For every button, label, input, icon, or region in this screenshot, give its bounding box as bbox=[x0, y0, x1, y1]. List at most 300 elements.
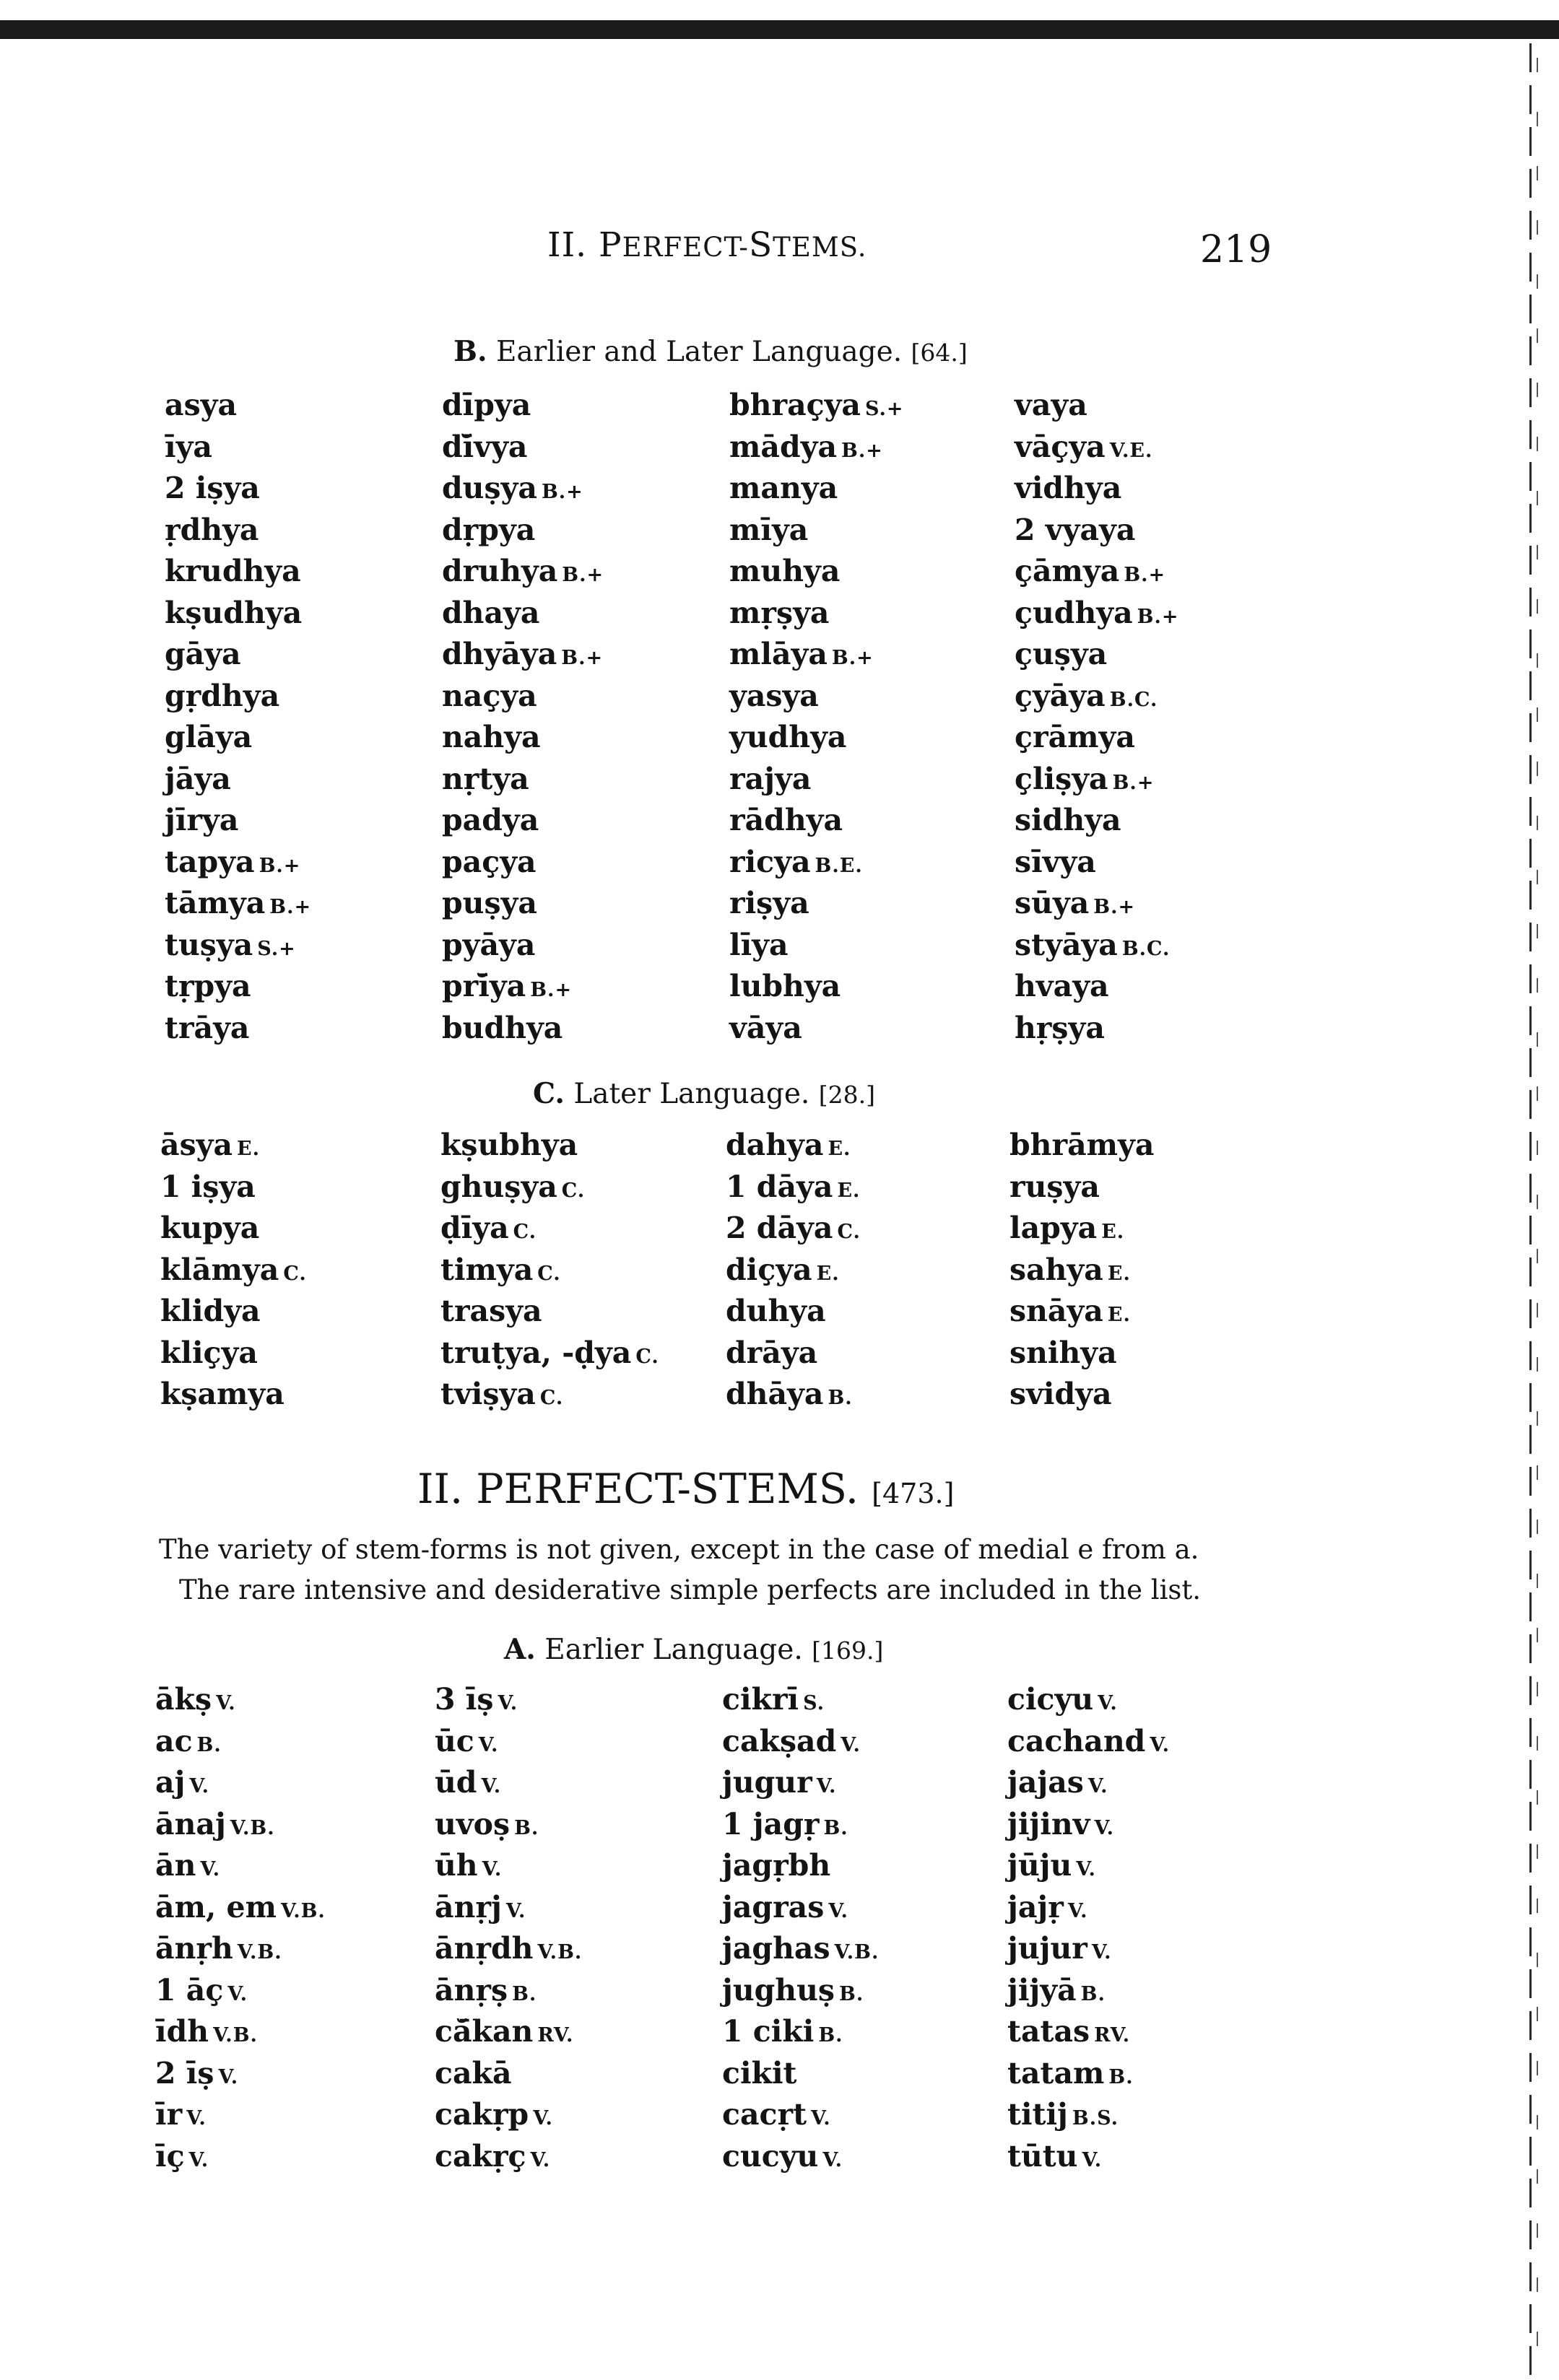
source-abbreviation: B.C. bbox=[1121, 937, 1171, 960]
stem-entry bbox=[726, 1291, 861, 1333]
stem-word: că̄kan bbox=[435, 2014, 534, 2049]
stem-entry bbox=[726, 1333, 861, 1374]
stem-entry bbox=[729, 800, 904, 842]
stem-word: naçya bbox=[442, 678, 537, 713]
source-abbreviation: C. bbox=[561, 1179, 586, 1202]
stem-word: mlāya bbox=[729, 637, 828, 671]
stem-word: ṛdhya bbox=[165, 512, 259, 547]
stem-entry bbox=[165, 385, 311, 427]
stem-word: kupya bbox=[160, 1211, 260, 1245]
source-abbreviation: C. bbox=[513, 1221, 537, 1243]
stem-word: nahya bbox=[442, 720, 541, 754]
stem-entry bbox=[722, 2053, 879, 2095]
stem-word: tāmya bbox=[165, 886, 266, 920]
stem-entry bbox=[165, 468, 311, 510]
source-abbreviation: B. bbox=[828, 1387, 853, 1409]
source-abbreviation: B.+ bbox=[831, 647, 874, 669]
stem-entry bbox=[442, 717, 604, 759]
stem-word: çliṣya bbox=[1015, 761, 1108, 796]
source-abbreviation: E. bbox=[1107, 1262, 1131, 1285]
stem-entry bbox=[1015, 759, 1178, 801]
source-abbreviation: B.+ bbox=[1093, 896, 1136, 918]
section-c-title: Later Language. bbox=[573, 1078, 810, 1110]
section-a-column-4 bbox=[1007, 1679, 1170, 2177]
stem-word: jaghas bbox=[722, 1931, 830, 1966]
stem-word: jāya bbox=[165, 761, 231, 796]
source-abbreviation: V. bbox=[189, 1775, 210, 1797]
stem-word: cicyu bbox=[1007, 1682, 1094, 1717]
stem-entry bbox=[1015, 1008, 1178, 1050]
stem-entry bbox=[155, 2053, 326, 2095]
stem-word: kliçya bbox=[160, 1335, 258, 1370]
stem-entry bbox=[155, 1679, 326, 1721]
page-right-edge-shadow bbox=[1537, 58, 1538, 2368]
section-a-heading bbox=[504, 1633, 883, 1666]
intro-line-2: The rare intensive and desiderative simple perfects are included in the list. bbox=[179, 1574, 1202, 1605]
section-b-column-2 bbox=[442, 385, 604, 1049]
source-abbreviation: V. bbox=[188, 2148, 209, 2171]
section-c-column-3 bbox=[726, 1125, 861, 1416]
section-b-note: [64.] bbox=[911, 339, 968, 367]
stem-word: ūh bbox=[435, 1848, 478, 1883]
stem-word: çudhya bbox=[1015, 595, 1133, 630]
section-c-column-4 bbox=[1009, 1125, 1154, 1416]
stem-entry bbox=[722, 1887, 879, 1929]
stem-word: klāmya bbox=[160, 1252, 279, 1287]
stem-word: vāçya bbox=[1015, 429, 1106, 464]
source-abbreviation: B. bbox=[1108, 2065, 1134, 2088]
source-abbreviation: B. bbox=[512, 1982, 537, 2005]
stem-word: cikit bbox=[722, 2055, 797, 2091]
stem-entry bbox=[722, 1679, 879, 1721]
stem-entry bbox=[435, 2094, 582, 2136]
source-abbreviation: B. bbox=[196, 1733, 222, 1756]
stem-entry bbox=[1009, 1333, 1154, 1374]
stem-word: 2 iṣya bbox=[165, 471, 260, 505]
stem-entry bbox=[1007, 2053, 1170, 2095]
stem-word: cakā bbox=[435, 2055, 512, 2091]
stem-word: dī̆vya bbox=[442, 429, 528, 464]
stem-entry bbox=[1009, 1291, 1154, 1333]
stem-entry bbox=[726, 1125, 861, 1167]
stem-word: ḍīya bbox=[440, 1211, 509, 1245]
source-abbreviation: V. bbox=[216, 1692, 236, 1714]
stem-entry bbox=[1015, 385, 1178, 427]
stem-entry bbox=[155, 1721, 326, 1763]
source-abbreviation: V.B. bbox=[213, 2024, 258, 2046]
stem-word: ānṛdh bbox=[435, 1931, 534, 1966]
stem-entry bbox=[442, 1008, 604, 1050]
stem-entry bbox=[435, 2011, 582, 2053]
stem-entry bbox=[165, 593, 311, 635]
stem-word: çāmya bbox=[1015, 554, 1120, 588]
stem-entry bbox=[435, 1887, 582, 1929]
source-abbreviation: B.S. bbox=[1072, 2107, 1119, 2130]
stem-entry bbox=[160, 1250, 307, 1291]
stem-word: jīrya bbox=[165, 803, 239, 837]
stem-word: çrāmya bbox=[1015, 720, 1135, 754]
source-abbreviation: V. bbox=[1067, 1899, 1088, 1922]
stem-entry bbox=[729, 551, 904, 593]
stem-entry bbox=[729, 717, 904, 759]
stem-word: krudhya bbox=[165, 554, 301, 588]
stem-word: 1 jagṛ bbox=[722, 1806, 820, 1841]
stem-entry bbox=[722, 1804, 879, 1846]
source-abbreviation: V. bbox=[811, 2107, 831, 2130]
perfect-stems-title: II. PERFECT-STEMS. bbox=[417, 1465, 859, 1513]
stem-word: ānaj bbox=[155, 1806, 226, 1841]
stem-entry bbox=[1007, 1804, 1170, 1846]
stem-entry bbox=[442, 925, 604, 967]
section-a-letter: A. bbox=[504, 1633, 536, 1666]
stem-entry bbox=[155, 1804, 326, 1846]
source-abbreviation: B.+ bbox=[562, 564, 604, 586]
stem-entry bbox=[1015, 468, 1178, 510]
running-head-tems: TEMS. bbox=[773, 232, 867, 263]
stem-word: ānṛj bbox=[435, 1889, 502, 1925]
stem-entry bbox=[442, 427, 604, 468]
stem-word: klidya bbox=[160, 1294, 261, 1328]
stem-word: ānṛh bbox=[155, 1931, 233, 1966]
stem-word: jūju bbox=[1007, 1848, 1072, 1883]
section-a-title: Earlier Language. bbox=[544, 1634, 803, 1666]
source-abbreviation: S. bbox=[803, 1692, 825, 1714]
stem-entry bbox=[722, 1845, 879, 1887]
stem-entry bbox=[442, 759, 604, 801]
stem-entry bbox=[726, 1208, 861, 1250]
source-abbreviation: C. bbox=[539, 1387, 564, 1409]
stem-word: jughuṣ bbox=[722, 1972, 835, 2008]
stem-entry bbox=[165, 427, 311, 468]
stem-word: ām, em bbox=[155, 1889, 277, 1925]
stem-word: 1 ciki bbox=[722, 2014, 815, 2049]
source-abbreviation: B.+ bbox=[1124, 564, 1166, 586]
stem-entry bbox=[726, 1167, 861, 1208]
perfect-stems-note: [473.] bbox=[872, 1478, 955, 1509]
section-b-column-1 bbox=[165, 385, 311, 1049]
stem-word: prī̆ya bbox=[442, 969, 526, 1003]
stem-word: hvaya bbox=[1015, 969, 1109, 1003]
section-c-column-2 bbox=[440, 1125, 659, 1416]
stem-word: 3 īṣ bbox=[435, 1682, 494, 1717]
stem-word: manya bbox=[729, 471, 838, 505]
stem-entry bbox=[155, 1845, 326, 1887]
stem-entry bbox=[729, 676, 904, 718]
stem-entry bbox=[155, 2011, 326, 2053]
stem-entry bbox=[1015, 551, 1178, 593]
source-abbreviation: V.E. bbox=[1109, 439, 1153, 462]
stem-entry bbox=[435, 1928, 582, 1970]
section-a-column-3 bbox=[722, 1679, 879, 2177]
section-a-column-1 bbox=[155, 1679, 326, 2177]
source-abbreviation: B. bbox=[839, 1982, 864, 2005]
source-abbreviation: C. bbox=[837, 1221, 861, 1243]
stem-entry bbox=[160, 1125, 307, 1167]
stem-entry bbox=[1015, 676, 1178, 718]
stem-word: kṣudhya bbox=[165, 595, 303, 630]
stem-word: īç bbox=[155, 2138, 185, 2174]
stem-word: mādya bbox=[729, 429, 838, 464]
source-abbreviation: C. bbox=[537, 1262, 561, 1285]
stem-word: lubhya bbox=[729, 969, 841, 1003]
stem-word: jajas bbox=[1007, 1765, 1084, 1800]
stem-word: asya bbox=[165, 388, 238, 422]
source-abbreviation: V. bbox=[505, 1899, 526, 1922]
stem-word: cakṛp bbox=[435, 2097, 529, 2132]
stem-entry bbox=[1007, 2011, 1170, 2053]
stem-entry bbox=[160, 1167, 307, 1208]
stem-word: cachand bbox=[1007, 1723, 1146, 1758]
stem-entry bbox=[442, 966, 604, 1008]
source-abbreviation: V. bbox=[816, 1775, 837, 1797]
source-abbreviation: C. bbox=[635, 1345, 659, 1368]
source-abbreviation: V. bbox=[481, 1775, 502, 1797]
section-c-heading bbox=[533, 1077, 875, 1110]
stem-entry bbox=[160, 1374, 307, 1416]
section-a-note: [169.] bbox=[812, 1636, 884, 1665]
stem-entry bbox=[155, 1887, 326, 1929]
stem-word: ruṣya bbox=[1009, 1169, 1100, 1204]
stem-entry bbox=[165, 759, 311, 801]
stem-word: jujur bbox=[1007, 1931, 1087, 1966]
stem-entry bbox=[442, 551, 604, 593]
source-abbreviation: V.B. bbox=[230, 1816, 275, 1839]
source-abbreviation: S.+ bbox=[865, 398, 904, 420]
stem-word: ākṣ bbox=[155, 1682, 212, 1717]
stem-word: vidhya bbox=[1015, 471, 1122, 505]
stem-entry bbox=[165, 966, 311, 1008]
stem-word: duṣya bbox=[442, 471, 537, 505]
stem-entry bbox=[165, 717, 311, 759]
source-abbreviation: V. bbox=[530, 2148, 551, 2171]
section-b-title: Earlier and Later Language. bbox=[495, 336, 903, 368]
source-abbreviation: V. bbox=[828, 1899, 848, 1922]
stem-entry bbox=[1015, 510, 1178, 552]
stem-entry bbox=[442, 883, 604, 925]
stem-entry bbox=[165, 676, 311, 718]
section-b-heading bbox=[453, 335, 968, 368]
source-abbreviation: V. bbox=[533, 2107, 553, 2130]
stem-word: sūya bbox=[1015, 886, 1090, 920]
source-abbreviation: V. bbox=[1150, 1733, 1170, 1756]
stem-entry bbox=[442, 468, 604, 510]
stem-entry bbox=[435, 1762, 582, 1804]
stem-word: çyāya bbox=[1015, 678, 1106, 713]
source-abbreviation: B.+ bbox=[259, 854, 301, 877]
stem-word: dṛpya bbox=[442, 512, 536, 547]
stem-entry bbox=[729, 634, 904, 676]
stem-entry bbox=[722, 1928, 879, 1970]
stem-word: tatas bbox=[1007, 2014, 1090, 2049]
source-abbreviation: V.B. bbox=[834, 1941, 880, 1963]
stem-word: tṛpya bbox=[165, 969, 251, 1003]
stem-entry bbox=[1009, 1208, 1154, 1250]
intro-line-1: The variety of stem-forms is not given, except in the case of medial e from a. bbox=[159, 1534, 1199, 1565]
stem-word: snihya bbox=[1009, 1335, 1117, 1370]
running-head-s: S bbox=[748, 225, 773, 265]
stem-word: hṛṣya bbox=[1015, 1010, 1105, 1045]
stem-entry bbox=[155, 2136, 326, 2178]
source-abbreviation: V. bbox=[1087, 1775, 1108, 1797]
source-abbreviation: V. bbox=[1094, 1816, 1115, 1839]
stem-entry bbox=[729, 966, 904, 1008]
stem-word: sīvya bbox=[1015, 844, 1096, 879]
stem-entry bbox=[442, 800, 604, 842]
stem-entry bbox=[1007, 1721, 1170, 1763]
stem-entry bbox=[1015, 717, 1178, 759]
stem-word: dhaya bbox=[442, 595, 540, 630]
stem-entry bbox=[1009, 1250, 1154, 1291]
source-abbreviation: V. bbox=[1091, 1941, 1112, 1963]
stem-word: budhya bbox=[442, 1010, 563, 1045]
stem-entry bbox=[726, 1250, 861, 1291]
stem-entry bbox=[165, 634, 311, 676]
stem-entry bbox=[729, 925, 904, 967]
stem-word: gāya bbox=[165, 637, 241, 671]
stem-word: titij bbox=[1007, 2097, 1068, 2132]
source-abbreviation: E. bbox=[237, 1138, 261, 1160]
stem-entry bbox=[440, 1291, 659, 1333]
stem-entry bbox=[435, 2053, 582, 2095]
stem-entry bbox=[1007, 2136, 1170, 2178]
source-abbreviation: V. bbox=[1098, 1692, 1118, 1714]
stem-entry bbox=[1009, 1374, 1154, 1416]
stem-word: drāya bbox=[726, 1335, 818, 1370]
stem-entry bbox=[722, 1762, 879, 1804]
source-abbreviation: B.E. bbox=[815, 854, 863, 877]
stem-word: lapya bbox=[1009, 1211, 1098, 1245]
stem-entry bbox=[160, 1208, 307, 1250]
stem-entry bbox=[442, 676, 604, 718]
stem-entry bbox=[729, 759, 904, 801]
stem-entry bbox=[1007, 2094, 1170, 2136]
stem-word: tviṣya bbox=[440, 1377, 536, 1411]
stem-word: padya bbox=[442, 803, 539, 837]
stem-entry bbox=[1015, 593, 1178, 635]
stem-word: svidya bbox=[1009, 1377, 1112, 1411]
source-abbreviation: B.+ bbox=[269, 896, 312, 918]
stem-entry bbox=[1007, 1845, 1170, 1887]
stem-entry bbox=[442, 634, 604, 676]
stem-word: dhāya bbox=[726, 1377, 824, 1411]
running-head-number: II. bbox=[547, 225, 588, 265]
source-abbreviation: V. bbox=[478, 1733, 499, 1756]
stem-word: āsya bbox=[160, 1128, 233, 1162]
stem-word: ānṛṣ bbox=[435, 1972, 508, 2008]
stem-word: cakṛç bbox=[435, 2138, 526, 2174]
stem-entry bbox=[155, 1970, 326, 2012]
stem-entry bbox=[435, 1970, 582, 2012]
stem-entry bbox=[160, 1333, 307, 1374]
page-right-edge bbox=[1529, 43, 1532, 2375]
stem-entry bbox=[729, 593, 904, 635]
perfect-stems-heading bbox=[417, 1465, 954, 1513]
stem-word: jijinv bbox=[1007, 1806, 1090, 1841]
stem-entry bbox=[155, 1762, 326, 1804]
source-abbreviation: B. bbox=[1080, 1982, 1106, 2005]
stem-entry bbox=[729, 427, 904, 468]
stem-word: ūd bbox=[435, 1765, 477, 1800]
stem-entry bbox=[1007, 1928, 1170, 1970]
stem-entry bbox=[165, 925, 311, 967]
source-abbreviation: V.B. bbox=[280, 1899, 326, 1922]
stem-entry bbox=[165, 842, 311, 884]
stem-word: kṣubhya bbox=[440, 1128, 578, 1162]
stem-word: tūtu bbox=[1007, 2138, 1078, 2174]
stem-word: 1 iṣya bbox=[160, 1169, 256, 1204]
stem-word: vaya bbox=[1015, 388, 1087, 422]
stem-word: aj bbox=[155, 1765, 186, 1800]
stem-word: diçya bbox=[726, 1252, 812, 1287]
stem-word: paçya bbox=[442, 844, 537, 879]
stem-entry bbox=[435, 1679, 582, 1721]
stem-word: truṭya, -ḍya bbox=[440, 1335, 632, 1370]
running-head bbox=[547, 225, 867, 265]
running-head-erfect: ERFECT- bbox=[622, 232, 749, 263]
stem-word: 2 vyaya bbox=[1015, 512, 1136, 547]
source-abbreviation: B.+ bbox=[561, 647, 604, 669]
stem-entry bbox=[1009, 1125, 1154, 1167]
source-abbreviation: V. bbox=[227, 1982, 248, 2005]
source-abbreviation: B.+ bbox=[541, 481, 583, 503]
source-abbreviation: RV. bbox=[537, 2024, 574, 2046]
source-abbreviation: V. bbox=[218, 2065, 239, 2088]
stem-entry bbox=[435, 1845, 582, 1887]
stem-word: rādhya bbox=[729, 803, 843, 837]
stem-entry bbox=[165, 800, 311, 842]
stem-word: trasya bbox=[440, 1294, 542, 1328]
stem-word: cikrī bbox=[722, 1682, 799, 1717]
stem-word: mīya bbox=[729, 512, 809, 547]
stem-word: tatam bbox=[1007, 2055, 1105, 2091]
stem-word: styāya bbox=[1015, 927, 1118, 962]
source-abbreviation: V. bbox=[841, 1733, 861, 1756]
stem-word: druhya bbox=[442, 554, 558, 588]
stem-word: ūc bbox=[435, 1723, 474, 1758]
stem-entry bbox=[440, 1333, 659, 1374]
stem-entry bbox=[155, 2094, 326, 2136]
stem-entry bbox=[1015, 842, 1178, 884]
stem-word: duhya bbox=[726, 1294, 826, 1328]
stem-word: nṛtya bbox=[442, 761, 529, 796]
page-number: 219 bbox=[1200, 228, 1272, 271]
source-abbreviation: E. bbox=[1101, 1221, 1125, 1243]
stem-entry bbox=[442, 385, 604, 427]
source-abbreviation: V. bbox=[1076, 1858, 1096, 1880]
source-abbreviation: E. bbox=[837, 1179, 861, 1202]
stem-word: yudhya bbox=[729, 720, 847, 754]
source-abbreviation: B.+ bbox=[1112, 771, 1155, 794]
page-top-edge bbox=[0, 20, 1559, 39]
stem-entry bbox=[165, 510, 311, 552]
stem-entry bbox=[440, 1374, 659, 1416]
stem-word: 1 āç bbox=[155, 1972, 224, 2008]
stem-entry bbox=[165, 1008, 311, 1050]
stem-word: rajya bbox=[729, 761, 812, 796]
stem-word: tuṣya bbox=[165, 927, 253, 962]
stem-entry bbox=[440, 1125, 659, 1167]
stem-entry bbox=[442, 510, 604, 552]
stem-entry bbox=[729, 510, 904, 552]
stem-word: mṛṣya bbox=[729, 595, 830, 630]
section-c-letter: C. bbox=[533, 1077, 565, 1110]
stem-entry bbox=[440, 1250, 659, 1291]
stem-entry bbox=[722, 2011, 879, 2053]
running-head-p: P bbox=[599, 225, 622, 265]
stem-entry bbox=[1015, 883, 1178, 925]
stem-word: muhya bbox=[729, 554, 841, 588]
stem-word: bhrāmya bbox=[1009, 1128, 1155, 1162]
